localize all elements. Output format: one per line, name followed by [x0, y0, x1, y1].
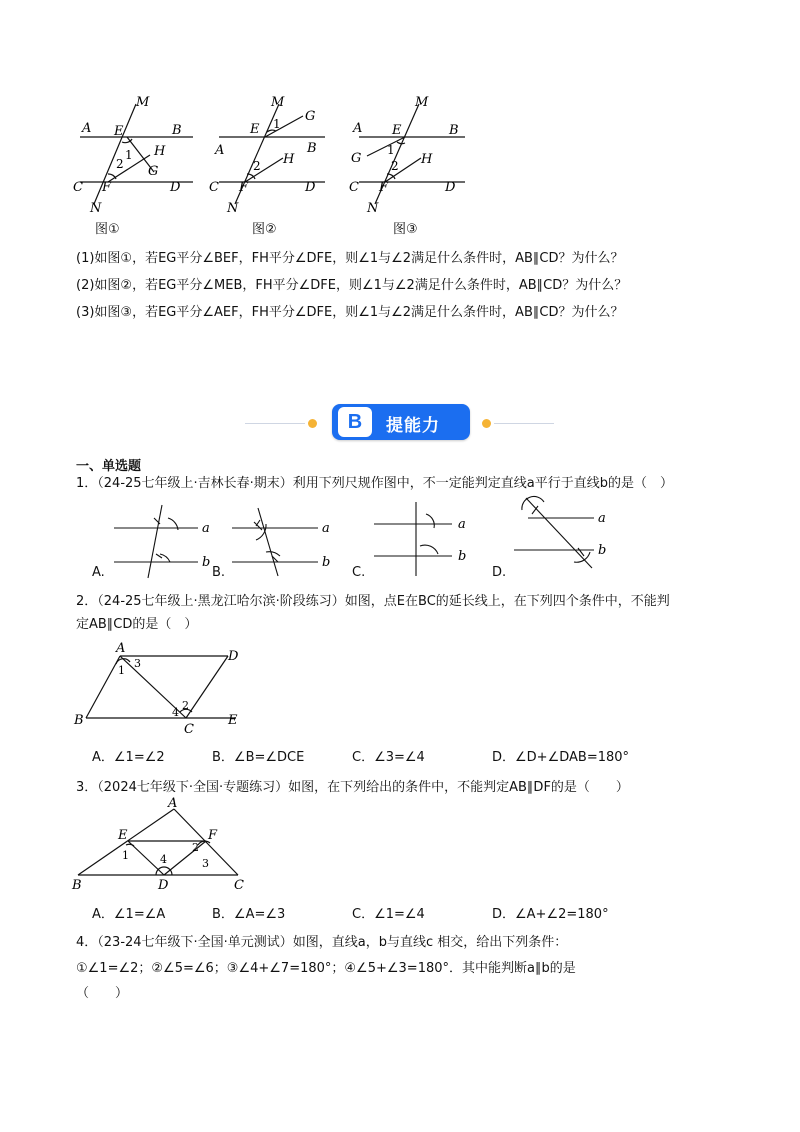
label-2: 2: [253, 159, 261, 173]
banner-title: 提能力: [386, 416, 440, 436]
q3-option-d[interactable]: D．∠A+∠2=180°: [492, 907, 609, 922]
label-A: A: [353, 121, 363, 136]
banner-dot-right: [482, 419, 491, 428]
label-2: 2: [391, 159, 399, 173]
label-E: E: [392, 123, 402, 138]
q1-option-a-figure: [110, 500, 220, 580]
q1-text: 1．（24-25七年级上·吉林长春·期末）利用下列尺规作图中，不一定能判定直线a平行于直线b的是（ ）: [76, 476, 674, 491]
q2-line1: 2．（24-25七年级上·黑龙江哈尔滨·阶段练习）如图，点E在BC的延长线上，在下列四个条件中，不能判: [76, 594, 670, 609]
label-A: A: [116, 641, 126, 656]
label-D: D: [158, 878, 169, 893]
label-B: B: [449, 123, 459, 138]
label-C: C: [184, 722, 194, 735]
label-D: D: [228, 649, 239, 664]
label-N: N: [227, 201, 239, 216]
banner-letter-box: [338, 407, 372, 437]
label-A: A: [168, 796, 178, 811]
label-a: a: [322, 521, 330, 536]
q1-option-d-figure: [508, 490, 618, 580]
q2-option-d[interactable]: D．∠D+∠DAB=180°: [492, 750, 630, 765]
label-C: C: [73, 180, 83, 195]
q3-option-c[interactable]: C．∠1=∠4: [352, 907, 425, 922]
label-D: D: [305, 180, 316, 195]
q3-option-b[interactable]: B．∠A=∠3: [212, 907, 286, 922]
label-b: b: [598, 543, 607, 558]
label-A: A: [82, 121, 92, 136]
label-1: 1: [118, 664, 125, 677]
label-E: E: [118, 828, 128, 843]
label-M: M: [415, 95, 429, 110]
caption-fig2: 图②: [252, 222, 277, 237]
q1-option-c-figure: [370, 500, 480, 580]
q3-option-a[interactable]: A．∠1=∠A: [92, 907, 166, 922]
caption-fig1: 图①: [95, 222, 120, 237]
banner-letter: B: [347, 411, 363, 433]
label-E: E: [114, 124, 124, 139]
q1-option-b[interactable]: B.: [212, 565, 226, 580]
label-H: H: [154, 144, 166, 159]
label-C: C: [349, 180, 359, 195]
label-G: G: [305, 109, 316, 124]
label-G: G: [351, 151, 362, 166]
label-1: 1: [387, 143, 395, 157]
label-H: H: [421, 152, 433, 167]
label-N: N: [367, 201, 379, 216]
label-2: 2: [116, 157, 124, 171]
q3-figure: [68, 795, 253, 895]
label-F: F: [379, 180, 389, 195]
label-2: 2: [182, 699, 189, 712]
label-F: F: [208, 828, 218, 843]
banner-rule-right: [494, 423, 554, 424]
section-title: 一、单选题: [76, 459, 142, 474]
label-C: C: [234, 878, 244, 893]
label-C: C: [209, 180, 219, 195]
banner-rule-left: [245, 423, 305, 424]
label-3: 3: [202, 857, 209, 870]
q4-line3: （ ）: [76, 986, 129, 1001]
q2-line2: 定AB∥CD的是（ ）: [76, 617, 198, 632]
label-G: G: [148, 164, 159, 179]
label-3: 3: [134, 657, 141, 670]
q3-text: 3．（2024七年级下·全国·专题练习）如图，在下列给出的条件中，不能判定AB∥DF的是（ ）: [76, 780, 629, 795]
label-B: B: [74, 713, 84, 728]
label-a: a: [202, 521, 210, 536]
label-D: D: [445, 180, 456, 195]
label-4: 4: [160, 853, 167, 866]
label-E: E: [250, 122, 260, 137]
q1-option-b-figure: [228, 500, 338, 580]
label-M: M: [136, 95, 150, 110]
label-A: A: [215, 143, 225, 158]
q2-option-b[interactable]: B．∠B=∠DCE: [212, 750, 305, 765]
label-b: b: [322, 555, 331, 570]
label-1: 1: [122, 849, 129, 862]
label-B: B: [307, 141, 317, 156]
label-H: H: [283, 152, 295, 167]
label-B: B: [172, 123, 182, 138]
q1-option-a[interactable]: A.: [92, 565, 105, 580]
figure-1: [70, 92, 200, 217]
label-F: F: [239, 180, 249, 195]
label-b: b: [202, 555, 211, 570]
label-2: 2: [192, 841, 199, 854]
q1-option-c[interactable]: C.: [352, 565, 366, 580]
figure-2: [205, 92, 335, 217]
label-M: M: [271, 95, 285, 110]
label-1: 1: [273, 117, 281, 131]
label-b: b: [458, 549, 467, 564]
q4-line1: 4．（23-24七年级下·全国·单元测试）如图，直线a，b与直线c 相交，给出下列条件：: [76, 935, 568, 950]
figure-3: [345, 92, 475, 217]
q2-figure: [68, 640, 253, 735]
q1-option-d[interactable]: D.: [492, 565, 507, 580]
label-1: 1: [125, 148, 133, 162]
question-3: (3)如图③，若EG平分∠AEF，FH平分∠DFE，则∠1与∠2满足什么条件时，AB∥CD？为什么？: [76, 305, 624, 320]
q2-option-a[interactable]: A．∠1=∠2: [92, 750, 165, 765]
label-a: a: [458, 517, 466, 532]
label-a: a: [598, 511, 606, 526]
label-E: E: [228, 713, 238, 728]
q2-option-c[interactable]: C．∠3=∠4: [352, 750, 425, 765]
question-2: (2)如图②，若EG平分∠MEB，FH平分∠DFE，则∠1与∠2满足什么条件时，AB∥CD？为什么？: [76, 278, 628, 293]
label-D: D: [170, 180, 181, 195]
label-N: N: [90, 201, 102, 216]
q4-line2: ①∠1=∠2；②∠5=∠6；③∠4+∠7=180°；④∠5+∠3=180°．其中能判断a∥b的是: [76, 961, 576, 976]
question-1: (1)如图①，若EG平分∠BEF，FH平分∠DFE，则∠1与∠2满足什么条件时，AB∥CD？为什么？: [76, 251, 624, 266]
banner-dot-left: [308, 419, 317, 428]
caption-fig3: 图③: [393, 222, 418, 237]
label-B: B: [72, 878, 82, 893]
banner: [332, 404, 470, 440]
label-F: F: [102, 180, 112, 195]
label-4: 4: [172, 706, 179, 719]
